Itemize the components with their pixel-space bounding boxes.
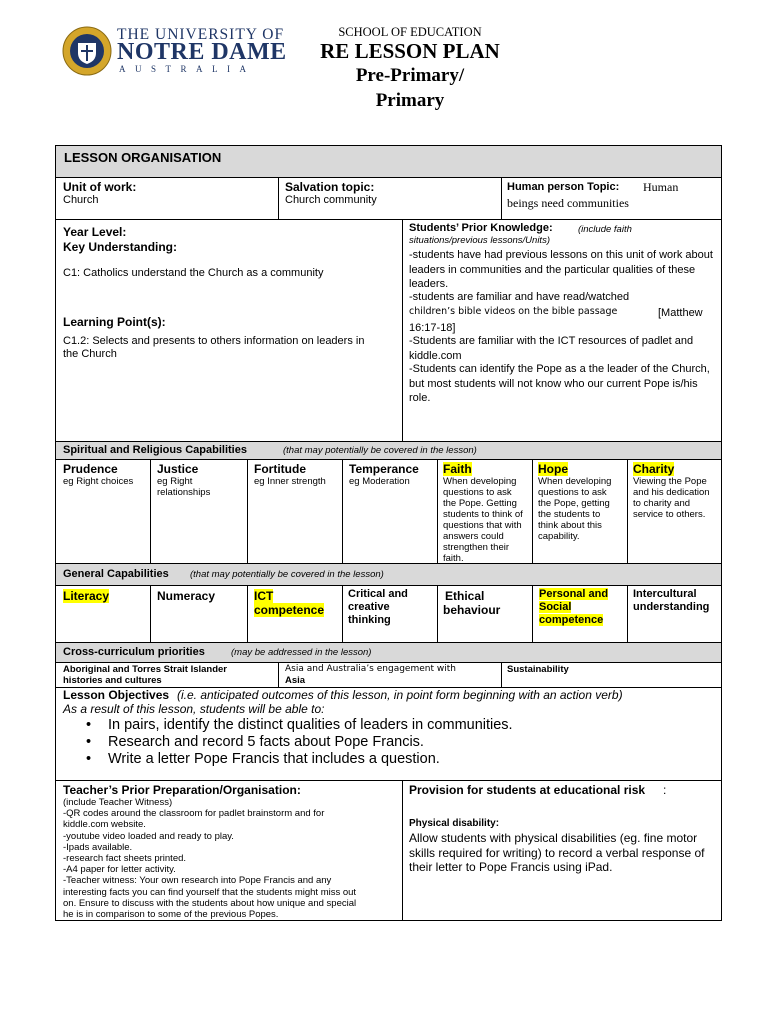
temperance-title: Temperance (349, 462, 419, 476)
cross-sustainability (502, 663, 721, 688)
provision-text: Allow students with physical disabilities (eg. fine motor skills required for writing) to record a verbal response of their letter to Pope Francis using iPad. (409, 831, 705, 874)
prior-knowledge-note: (include faith situations/previous lessons/Units) (409, 224, 632, 246)
objective-item: • Write a letter Pope Francis that includes a question. (86, 751, 513, 768)
provision-label-colon: : (663, 783, 667, 797)
personal-label-1: Personal and (539, 588, 609, 600)
asia-label-1: Asia and Australia’s engagement with (285, 664, 456, 674)
human-person-topic-cell (502, 178, 721, 220)
hope-title: Hope (538, 462, 568, 476)
general-personal-social (533, 586, 628, 643)
learning-points-value: C1.2: Selects and presents to others information on leaders in the Church (63, 335, 365, 360)
human-person-topic-label: Human person Topic: (507, 181, 620, 193)
prep-line: -youtube video loaded and ready to play. (63, 830, 234, 842)
prior-knowledge-point-1: -students have had previous lessons on this unit of work about leaders in communities and the particular qualities of these leaders. (409, 249, 713, 290)
capability-fortitude (248, 460, 343, 564)
spiritual-capabilities-title: Spiritual and Religious Capabilities (63, 444, 247, 456)
lesson-objectives-label: Lesson Objectives (63, 688, 170, 702)
salvation-topic-value: Church community (285, 194, 377, 206)
cross-asia (279, 663, 502, 688)
aboriginal-label-1: Aboriginal and Torres Strait Islander (63, 664, 227, 675)
document-subtitle-2: Primary (375, 90, 445, 111)
logo-line-1: THE UNIVERSITY OF (117, 26, 285, 43)
prep-line: -A4 paper for letter activity. (63, 864, 176, 876)
general-intercultural (628, 586, 721, 643)
general-capabilities-note: (that may potentially be covered in the lesson) (190, 569, 384, 580)
cross-curriculum-title: Cross-curriculum priorities (63, 646, 205, 658)
capability-prudence (56, 460, 151, 564)
general-ict (248, 586, 343, 643)
document-title: RE LESSON PLAN (320, 39, 500, 63)
prep-line: -Ipads available. (63, 841, 133, 853)
lesson-objectives-cell (56, 688, 721, 781)
faith-desc: When developing questions to ask the Pope. Getting students to think of questions that with answers could strengthen their faith. (443, 476, 523, 564)
literacy-label: Literacy (63, 589, 110, 603)
prior-knowledge-matthew: [Matthew 16:17-18] (409, 307, 703, 334)
prudence-title: Prudence (63, 462, 118, 476)
spiritual-capabilities-note: (that may potentially be covered in the lesson) (283, 445, 477, 456)
critical-label-1: Critical and (348, 588, 408, 600)
cross-aboriginal (56, 663, 279, 688)
critical-label-2: creative (348, 601, 390, 613)
document-subtitle-1: Pre-Primary/ (355, 65, 465, 86)
aboriginal-label-2: histories and cultures (63, 675, 162, 686)
lesson-plan-table (55, 145, 722, 921)
logo-line-2: NOTRE DAME (117, 39, 287, 65)
sustainability-label: Sustainability (507, 664, 569, 675)
prep-line: on. Ensure to discuss with the students about how unique and special (63, 897, 357, 909)
lesson-organisation-header (56, 146, 721, 178)
provision-label: Provision for students at educational risk (409, 783, 646, 797)
general-capabilities-title: General Capabilities (63, 568, 169, 580)
intercultural-label-1: Intercultural (633, 588, 697, 600)
salvation-topic-label: Salvation topic: (285, 180, 375, 194)
objective-item: • Research and record 5 facts about Pope Francis. (86, 734, 513, 751)
temperance-desc: eg Moderation (349, 476, 410, 487)
school-name: SCHOOL OF EDUCATION (338, 25, 482, 39)
cross-curriculum-note: (may be addressed in the lesson) (231, 647, 372, 658)
prior-knowledge-label: Students’ Prior Knowledge: (409, 222, 553, 234)
fortitude-title: Fortitude (254, 462, 306, 476)
ict-label-2: competence (254, 603, 325, 617)
prior-knowledge-point-2a: -students are familiar and have read/watched (409, 291, 630, 303)
logo-line-3: AUSTRALIA (119, 64, 256, 74)
charity-title: Charity (633, 462, 675, 476)
prior-knowledge-point-2b: children’s bible videos on the bible passage (409, 306, 618, 317)
charity-desc: Viewing the Pope and his dedication to charity and service to others. (633, 476, 710, 520)
capability-faith (438, 460, 533, 564)
prior-knowledge-cell (403, 220, 721, 442)
prep-line: he is in comparison to some of the previous Popes. (63, 909, 279, 920)
document-header (280, 25, 540, 113)
intercultural-label-2: understanding (633, 601, 710, 613)
ethical-label-2: behaviour (443, 603, 501, 617)
teacher-preparation-cell (56, 781, 403, 920)
cross-curriculum-header (56, 643, 721, 663)
teacher-preparation-label: Teacher’s Prior Preparation/Organisation: (63, 783, 301, 797)
key-understanding-label: Key Understanding: (63, 240, 178, 254)
prep-line: kiddle.com website. (63, 819, 146, 831)
year-level-label: Year Level: (63, 225, 127, 239)
objective-item: • In pairs, identify the distinct qualities of leaders in communities. (86, 717, 513, 734)
prep-line: (include Teacher Witness) (63, 797, 173, 808)
human-person-topic-value-2: beings need communities (507, 196, 629, 210)
personal-label-2: Social (539, 601, 572, 613)
general-numeracy (151, 586, 248, 643)
justice-title: Justice (157, 462, 199, 476)
prep-line: -QR codes around the classroom for padlet brainstorm and for (63, 808, 325, 820)
prior-knowledge-point-4: -Students can identify the Pope as a the leader of the Church, but most students will not know who our current Pope is/his role. (409, 363, 710, 404)
salvation-topic-cell (279, 178, 502, 220)
unit-of-work-label: Unit of work: (63, 180, 137, 194)
prudence-desc: eg Right choices (63, 476, 134, 487)
crest-icon (62, 26, 112, 76)
asia-label-2: Asia (285, 675, 306, 686)
learning-points-label: Learning Point(s): (63, 315, 166, 329)
fortitude-desc: eg Inner strength (254, 476, 326, 487)
spiritual-capabilities-header (56, 442, 721, 460)
physical-disability-label: Physical disability: (409, 818, 500, 829)
personal-label-3: competence (539, 614, 604, 626)
teacher-preparation-list (63, 797, 356, 920)
provision-cell (403, 781, 721, 920)
lesson-objectives-list (86, 717, 513, 768)
general-capabilities-header (56, 564, 721, 586)
justice-desc: eg Right relationships (157, 476, 211, 498)
key-understanding-value: C1: Catholics understand the Church as a community (63, 267, 324, 279)
hope-desc: When developing questions to ask the Pope, getting the students to think about this capability. (538, 476, 612, 542)
capability-temperance (343, 460, 438, 564)
general-critical-thinking (343, 586, 438, 643)
critical-label-3: thinking (348, 614, 391, 626)
unit-of-work-cell (56, 178, 279, 220)
capability-charity (628, 460, 721, 564)
general-literacy (56, 586, 151, 643)
prep-line: interesting facts you can find yourself that the students might miss out (63, 886, 357, 898)
capability-hope (533, 460, 628, 564)
ict-label-1: ICT (254, 589, 274, 603)
lesson-organisation-title: LESSON ORGANISATION (64, 150, 222, 165)
capability-justice (151, 460, 248, 564)
university-logo (62, 26, 287, 82)
lesson-objectives-intro: As a result of this lesson, students will be able to: (63, 702, 325, 716)
prep-line: -Teacher witness: Your own research into Pope Francis and any (63, 875, 332, 887)
unit-of-work-value: Church (63, 194, 99, 206)
human-person-topic-value-1: Human (643, 180, 679, 194)
lesson-objectives-note: (i.e. anticipated outcomes of this lesson, in point form beginning with an action verb) (177, 688, 623, 702)
general-ethical-behaviour (438, 586, 533, 643)
ethical-label-1: Ethical (445, 589, 485, 603)
prior-knowledge-point-3: -Students are familiar with the ICT resources of padlet and kiddle.com (409, 335, 694, 362)
faith-title: Faith (443, 462, 472, 476)
prep-line: -research fact sheets printed. (63, 853, 187, 865)
key-understanding-cell (56, 220, 403, 442)
numeracy-label: Numeracy (157, 589, 216, 603)
